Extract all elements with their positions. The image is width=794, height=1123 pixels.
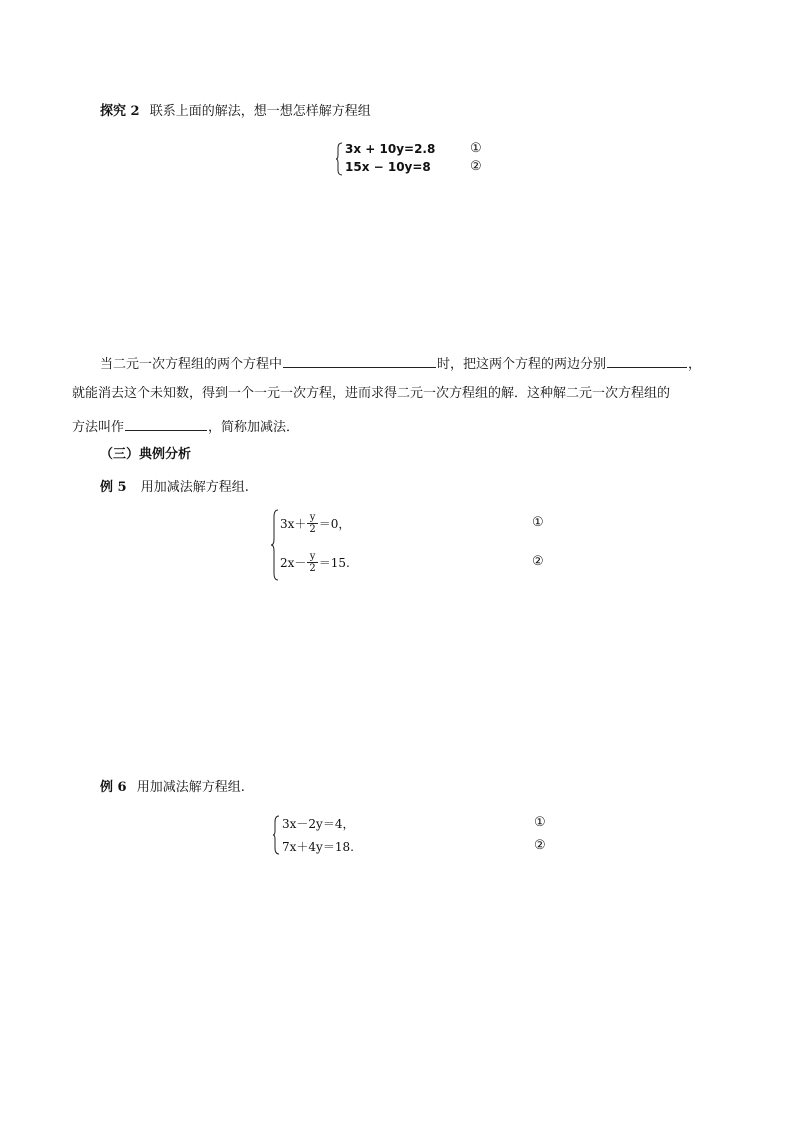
explore2-eq2: 15x − 10y=8 — [345, 160, 431, 174]
example5-eq2-numerator: y — [307, 551, 317, 563]
example5-eq1-numerator: y — [307, 512, 317, 524]
fill-blank-1[interactable] — [283, 353, 436, 368]
example6-mark2: ② — [534, 838, 546, 853]
example5-eq2-fraction — [307, 551, 317, 574]
fill-text-3: ， — [688, 357, 702, 372]
example6-mark1: ① — [534, 815, 546, 830]
example5-eq2-denominator: 2 — [309, 563, 316, 574]
fill-blank-3[interactable] — [125, 416, 207, 431]
explore2-mark2: ② — [470, 159, 482, 174]
explore2-text: 联系上面的解法，想一想怎样解方程组 — [149, 104, 371, 119]
example5-eq1-left: 3x＋ — [280, 517, 307, 531]
example6-text: 用加减法解方程组. — [136, 780, 245, 795]
example5-heading — [100, 479, 249, 497]
example5-mark2: ② — [532, 554, 544, 569]
explore2-label: 探究 2 — [100, 104, 140, 119]
fill-text-6: ，简称加减法． — [208, 420, 300, 435]
fill-line-2 — [72, 385, 670, 403]
fill-text-5: 方法叫作 — [72, 420, 125, 435]
section-title: （三）典例分析 — [100, 447, 192, 462]
left-brace-icon — [335, 142, 343, 176]
explore2-eq1: 3x + 10y=2.8 — [345, 142, 436, 156]
fill-text-4: 就能消去这个未知数，得到一个一元一次方程，进而求得二元一次方程组的解．这种解二元一次方程组的 — [72, 386, 671, 401]
example5-eq1-fraction — [307, 512, 317, 535]
example5-text: 用加减法解方程组. — [140, 480, 249, 495]
example6-heading — [100, 779, 245, 797]
fill-blank-2[interactable] — [607, 353, 687, 368]
left-brace-icon — [270, 509, 279, 581]
example5-eq1 — [280, 512, 350, 535]
fill-text-2: 时，把这两个方程的两边分别 — [437, 357, 607, 372]
example5-eq1-right: ＝0， — [318, 517, 351, 531]
fill-text-1: 当二元一次方程组的两个方程中 — [100, 357, 283, 372]
example5-system — [270, 507, 560, 582]
example6-system — [272, 813, 562, 858]
explore2-heading — [100, 103, 371, 121]
example5-eq2-left: 2x－ — [280, 556, 307, 570]
example5-eq1-denominator: 2 — [309, 524, 316, 535]
fill-line-3 — [72, 416, 299, 437]
explore2-system — [335, 140, 495, 180]
example5-eq2-right: ＝15. — [318, 556, 350, 570]
example5-mark1: ① — [532, 515, 544, 530]
example6-label: 例 6 — [100, 780, 127, 795]
fill-line-1 — [100, 353, 701, 374]
example6-eq1: 3x－2y＝4， — [282, 817, 355, 831]
example6-eq2: 7x＋4y＝18. — [282, 840, 354, 854]
left-brace-icon — [272, 815, 280, 855]
explore2-mark1: ① — [470, 141, 482, 156]
example5-label: 例 5 — [100, 480, 127, 495]
example5-eq2 — [280, 551, 350, 574]
